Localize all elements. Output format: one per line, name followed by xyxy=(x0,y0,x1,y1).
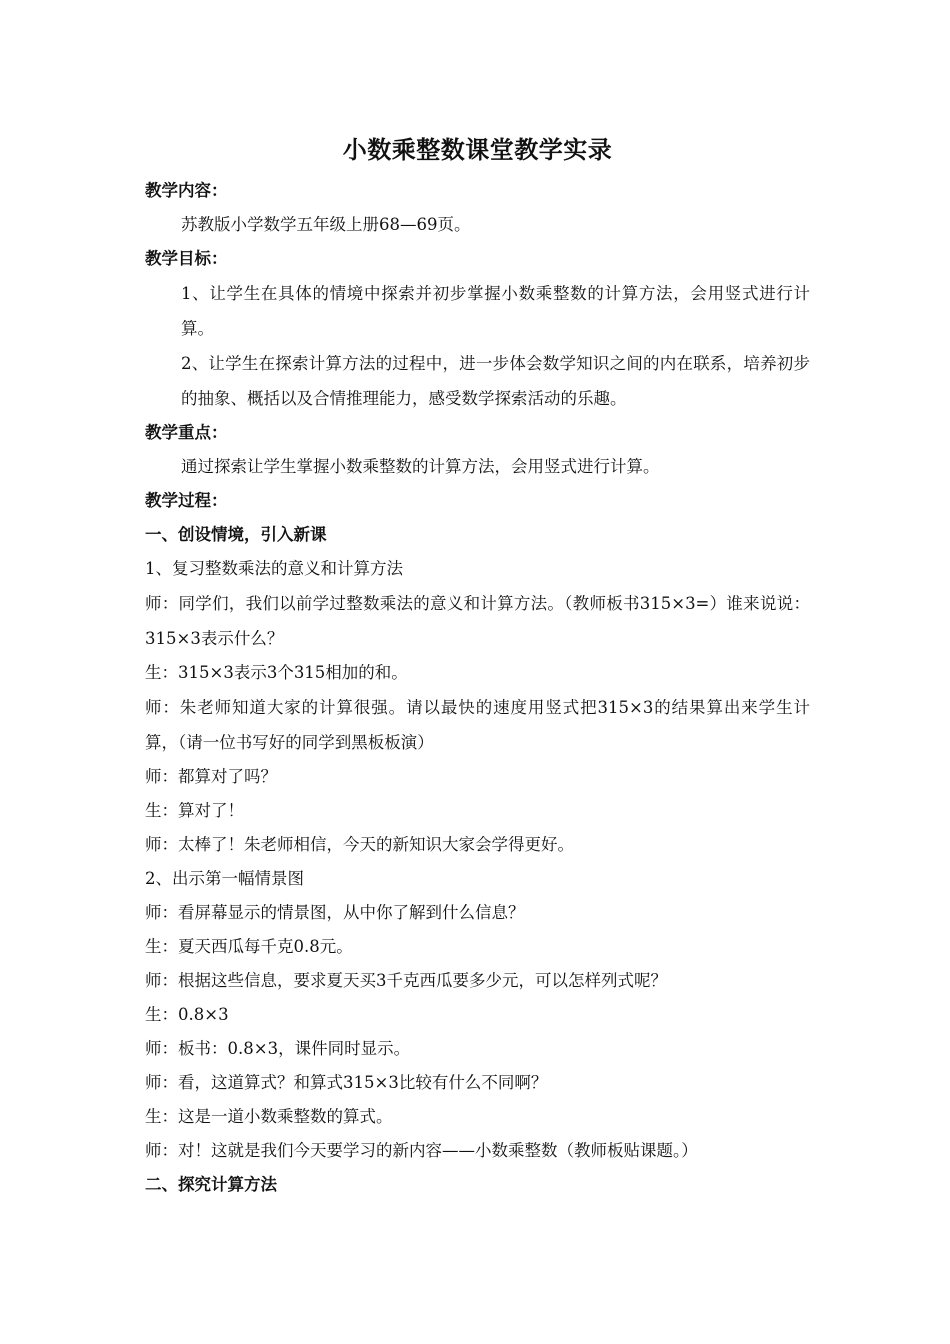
dialogue-line: 师：都算对了吗？ xyxy=(145,767,277,786)
dialogue-line: 生：这是一道小数乘整数的算式。 xyxy=(145,1107,393,1126)
part-2-heading: 二、探究计算方法 xyxy=(145,1175,277,1194)
part-1-heading: 一、创设情境，引入新课 xyxy=(145,525,327,544)
document-body xyxy=(145,130,810,1202)
dialogue-line: 生：算对了！ xyxy=(145,801,244,820)
section-heading-focus: 教学重点： xyxy=(145,423,228,442)
dialogue-line: 生：夏天西瓜每千克0.8元。 xyxy=(145,937,353,956)
document-title: 小数乘整数课堂教学实录 xyxy=(342,135,613,164)
dialogue-line: 师：板书：0.8×3，课件同时显示。 xyxy=(145,1039,411,1058)
focus-text: 通过探索让学生掌握小数乘整数的计算方法，会用竖式进行计算。 xyxy=(181,457,660,476)
section-heading-process: 教学过程： xyxy=(145,491,228,510)
section-heading-content: 教学内容： xyxy=(145,181,228,200)
section-heading-goals: 教学目标： xyxy=(145,249,228,268)
dialogue-line: 师：看屏幕显示的情景图，从中你了解到什么信息？ xyxy=(145,903,525,922)
dialogue-line: 生：315×3表示3个315相加的和。 xyxy=(145,663,408,682)
dialogue-line: 师：看，这道算式？和算式315×3比较有什么不同啊？ xyxy=(145,1073,548,1092)
goal-item-1: 1、让学生在具体的情境中探索并初步掌握小数乘整数的计算方法，会用竖式进行计算。 xyxy=(181,284,810,338)
goal-item-2: 2、让学生在探索计算方法的过程中，进一步体会数学知识之间的内在联系，培养初步的抽象、概括以及合情推理能力，感受数学探索活动的乐趣。 xyxy=(181,354,810,408)
part-1-line: 2、出示第一幅情景图 xyxy=(145,869,304,888)
dialogue-line: 师：同学们，我们以前学过整数乘法的意义和计算方法。（教师板书315×3=）谁来说说：315×3表示什么？ xyxy=(145,594,810,648)
dialogue-line: 生：0.8×3 xyxy=(145,1005,229,1024)
dialogue-line: 师：对！这就是我们今天要学习的新内容——小数乘整数（教师板贴课题。） xyxy=(145,1141,698,1160)
content-text: 苏教版小学数学五年级上册68—69页。 xyxy=(181,215,471,234)
dialogue-line: 师：朱老师知道大家的计算很强。请以最快的速度用竖式把315×3的结果算出来学生计算，（请一位书写好的同学到黑板板演） xyxy=(145,698,810,752)
dialogue-line: 师：太棒了！朱老师相信，今天的新知识大家会学得更好。 xyxy=(145,835,574,854)
dialogue-line: 师：根据这些信息，要求夏天买3千克西瓜要多少元，可以怎样列式呢？ xyxy=(145,971,667,990)
part-1-line: 1、复习整数乘法的意义和计算方法 xyxy=(145,559,403,578)
